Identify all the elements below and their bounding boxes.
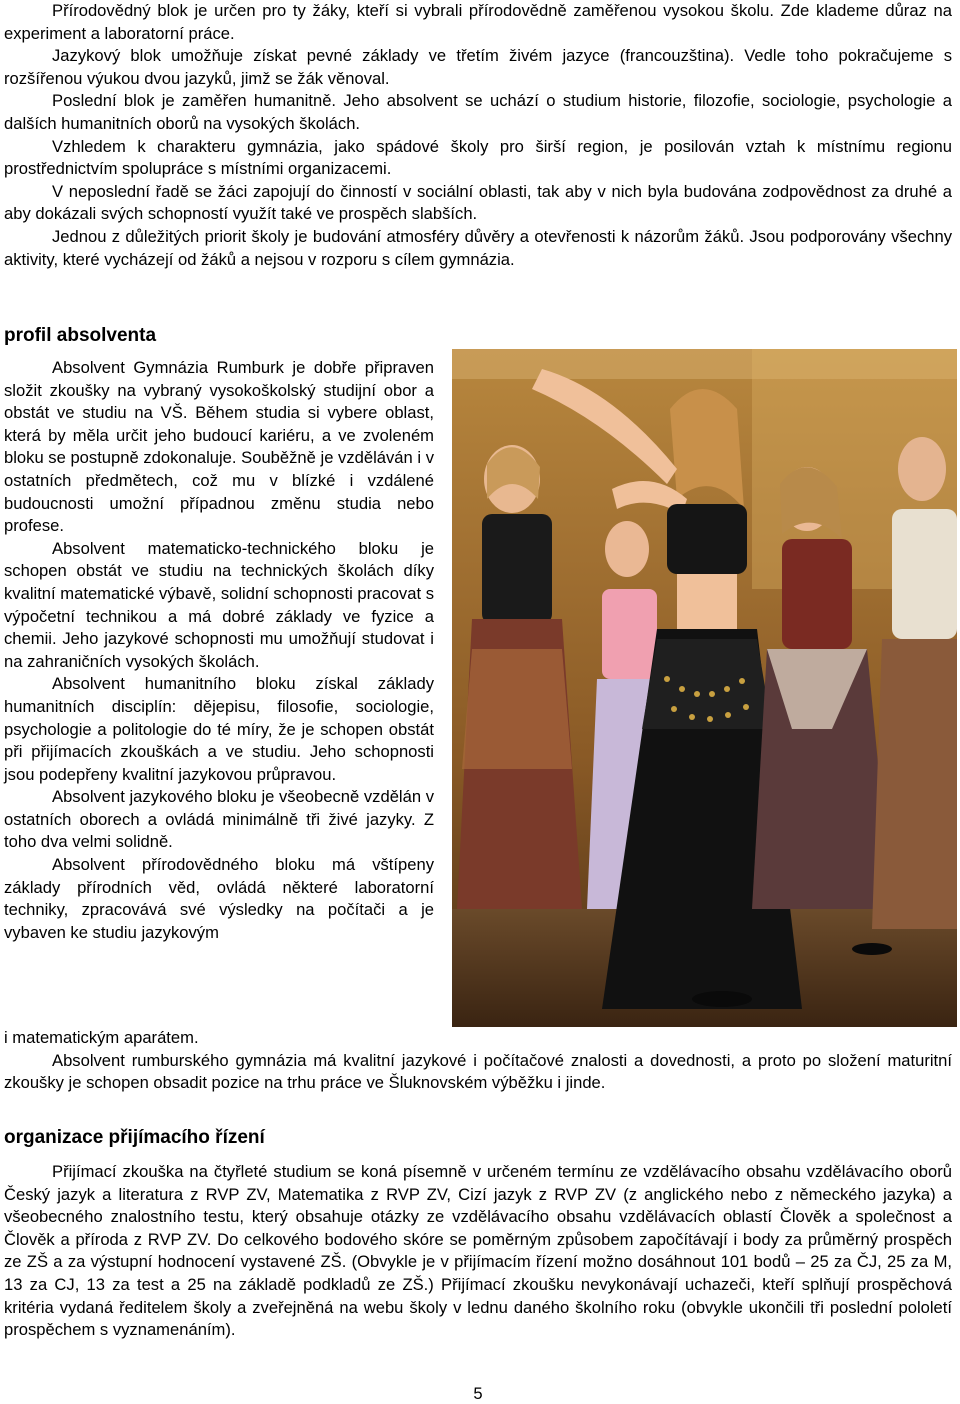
intro-section xyxy=(4,0,952,271)
page-number: 5 xyxy=(473,1384,483,1403)
intro-paragraph-social: V neposlední řadě se žáci zapojují do činností v sociální oblasti, tak aby v nich byla budována zodpovědnost za druhé a aby dokázali svých schopností využít také ve prospěch slabších. xyxy=(4,181,952,224)
profil-tail xyxy=(4,1027,952,1095)
intro-paragraph-region: Vzhledem k charakteru gymnázia, jako spádové školy pro širší region, je posilován vztah k místnímu regionu prostřednictvím spolupráce s místními organizacemi. xyxy=(4,136,952,179)
profil-column xyxy=(4,357,434,944)
heading-organizace: organizace přijímacího řízení xyxy=(4,1127,265,1148)
profil-paragraph-math-tech: Absolvent matematicko-technického bloku je schopen obstát ve studiu na technických školách díky kvalitní matematické výbavě, solidní schopnosti pracovat s výpočetní technikou a má dobré základy ve fyzice a chemii. Jeho jazykové schopnosti mu umožňují studovat i na zahraničních vysokých školách. xyxy=(4,538,434,671)
profil-paragraph-summary: Absolvent rumburského gymnázia má kvalitní jazykové i počítačové znalosti a dovednosti, a proto po složení maturitní zkoušky je schopen obsadit pozice na trhu práce ve Šluknovském výběžku i jinde. xyxy=(4,1050,952,1093)
profil-paragraph-general: Absolvent Gymnázia Rumburk je dobře připraven složit zkoušky na vybraný vysokoškolský studijní obor a obstát ve studiu na VŠ. Během studia si vybere oblast, která by měla určit jeho budoucí kariéru, a ve zvoleném bloku se postupně zdokonaluje. Souběžně je vzděláván i v ostatních předmětech, což mu v blízké i vzdálené budoucnosti umožní případnou změnu studia nebo profese. xyxy=(4,358,434,536)
intro-paragraph-language: Jazykový blok umožňuje získat pevné základy ve třetím živém jazyce (francouzština). Vedle toho pokračujeme s rozšířenou výukou dvou jazyků, jimž se žák věnoval. xyxy=(4,46,952,88)
dance-photo xyxy=(452,349,957,1027)
heading-profil-absolventa: profil absolventa xyxy=(4,325,157,346)
profil-paragraph-language: Absolvent jazykového bloku je všeobecně vzdělán v ostatních oborech a ovládá minimálně tři živé jazyky. Z toho dva velmi solidně. xyxy=(4,787,434,852)
organizace-section xyxy=(4,1161,952,1342)
intro-paragraph-humanities: Poslední blok je zaměřen humanitně. Jeho absolvent se uchází o studium historie, filozofie, sociologie, psychologie a dalších humanitních oborů na vysokých školách. xyxy=(4,91,952,133)
profil-paragraph-humanities: Absolvent humanitního bloku získal základy humanitních disciplín: dějepisu, filosofie, sociologie, psychologie a politologie do té míry, že je schopen obstát při přijímacích zkouškách a ve studiu. Jeho schopnosti jsou podepřeny kvalitní jazykovou průpravou. xyxy=(4,674,434,784)
intro-paragraph-atmosphere: Jednou z důležitých priorit školy je budování atmosféry důvěry a otevřenosti k názorům žáků. Jsou podporovány všechny aktivity, které vycházejí od žáků a nejsou v rozporu s cílem gymnázia. xyxy=(4,226,952,269)
organizace-paragraph: Přijímací zkouška na čtyřleté studium se koná písemně v určeném termínu ze vzdělávacího obsahu vzdělávacího oborů Český jazyk a literatura z RVP ZV, Matematika z RVP ZV, Cizí jazyk z RVP ZV (z anglického nebo z německého jazyka) a všeobecného znalostního testu, který obsahuje otázky ze vzdělávacího obsahu vzdělávacích oblastí Člověk a společnost a Člověk a příroda z RVP ZV. Do celkového bodového skóre se poměrným způsobem započítávají i body za průměrný prospěch ze ZŠ a za výstupní hodnocení vystavené ZŠ. (Obvykle je v přijímacím řízení možno dosáhnout 101 bodů – 25 za ČJ, 25 za M, 13 za CJ, 13 za test a 25 na základě podkladů ze ZŠ.) Přijímací zkoušku nevykonávají uchazeči, kteří splňují prospěchová kritéria vydaná ředitelem školy a zveřejněná na webu školy v lednu daného školního roku (obvykle ukončili tři poslední pololetí prospěchem s vyznamenáním). xyxy=(4,1162,952,1340)
profil-paragraph-science: Absolvent přírodovědného bloku má vštípeny základy přírodních věd, ovládá některé laboratorní techniky, zpracovává své výsledky na počítači a je vybaven ke studiu jazykovým xyxy=(4,855,434,942)
intro-paragraph-science: Přírodovědný blok je určen pro ty žáky, kteří si vybrali přírodovědně zaměřenou vysokou školu. Zde klademe důraz na experiment a laboratorní práce. xyxy=(4,1,952,43)
profil-paragraph-science-end: i matematickým aparátem. xyxy=(4,1028,199,1047)
